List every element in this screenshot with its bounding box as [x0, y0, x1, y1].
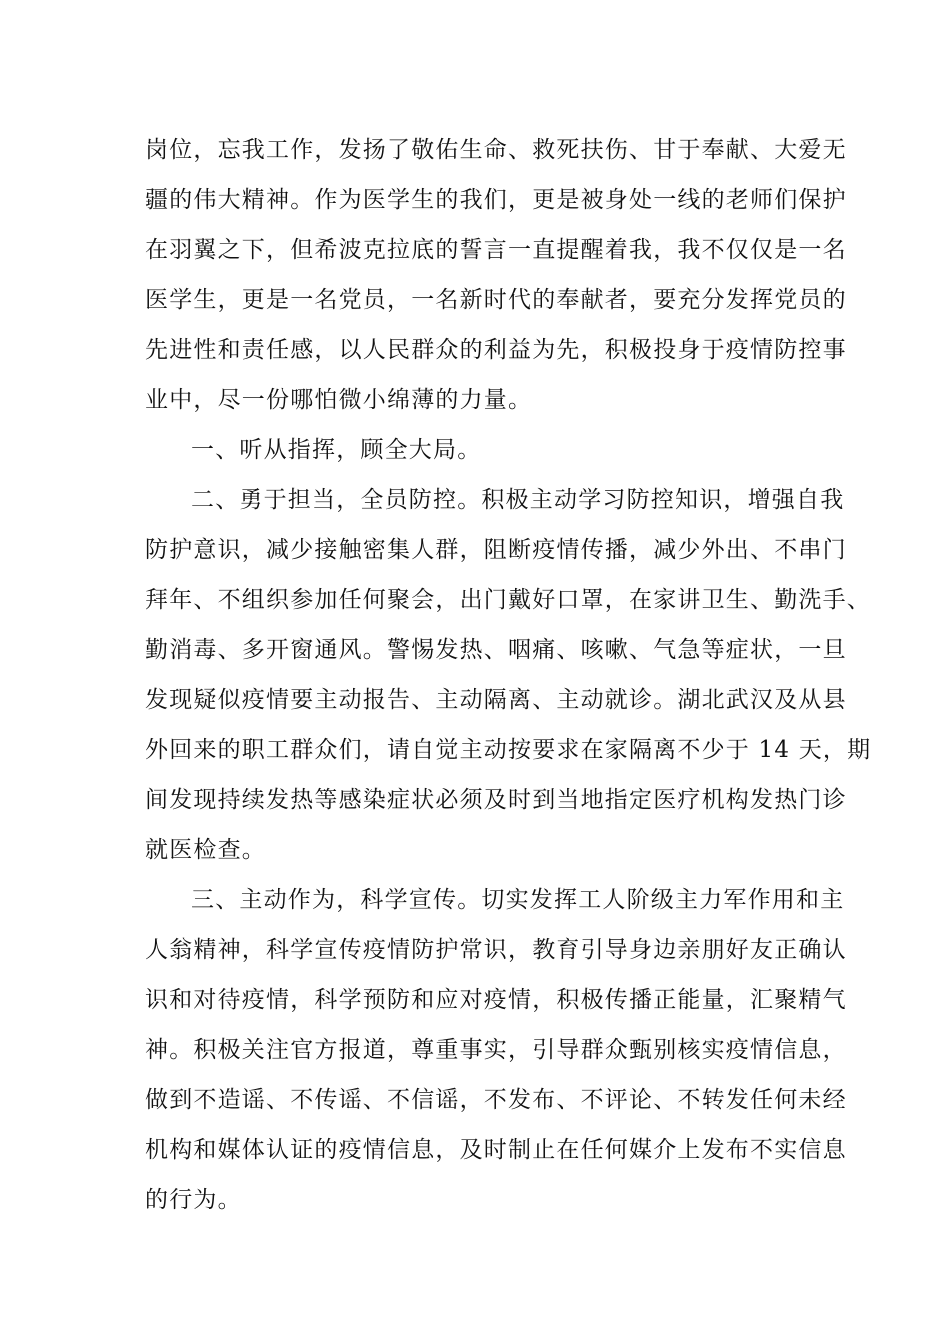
paragraph-line: 神。积极关注官方报道，尊重事实，引导群众甄别核实疫情信息，: [145, 1037, 847, 1063]
paragraph-line: 机构和媒体认证的疫情信息，及时制止在任何媒介上发布不实信息: [145, 1137, 847, 1163]
paragraph-line: 防护意识，减少接触密集人群，阻断疫情传播，减少外出、不串门: [145, 537, 847, 563]
paragraph-line: 识和对待疫情，科学预防和应对疫情，积极传播正能量，汇聚精气: [145, 987, 847, 1013]
paragraph-line: 间发现持续发热等感染症状必须及时到当地指定医疗机构发热门诊: [145, 787, 847, 813]
section-heading-three: 三、主动作为，科学宣传。切实发挥工人阶级主力军作用和主: [191, 887, 845, 913]
paragraph-line: 做到不造谣、不传谣、不信谣，不发布、不评论、不转发任何未经: [145, 1087, 847, 1113]
paragraph-line: 就医检查。: [145, 837, 266, 863]
section-heading-two: 二、勇于担当，全员防控。积极主动学习防控知识，增强自我: [191, 487, 845, 513]
paragraph-line: 发现疑似疫情要主动报告、主动隔离、主动就诊。湖北武汉及从县: [145, 687, 847, 713]
paragraph-line: 人翁精神，科学宣传疫情防护常识，教育引导身边亲朋好友正确认: [145, 937, 847, 963]
paragraph-line: 在羽翼之下，但希波克拉底的誓言一直提醒着我，我不仅仅是一名: [145, 237, 847, 263]
paragraph-line: 勤消毒、多开窗通风。警惕发热、咽痛、咳嗽、气急等症状，一旦: [145, 637, 847, 663]
section-heading-one: 一、听从指挥，顾全大局。: [191, 437, 482, 463]
paragraph-line: 医学生，更是一名党员，一名新时代的奉献者，要充分发挥党员的: [145, 287, 847, 313]
paragraph-line: 拜年、不组织参加任何聚会，出门戴好口罩，在家讲卫生、勤洗手、: [145, 587, 871, 613]
paragraph-line: 的行为。: [145, 1187, 242, 1213]
paragraph-line: 疆的伟大精神。作为医学生的我们，更是被身处一线的老师们保护: [145, 187, 847, 213]
paragraph-line: 业中，尽一份哪怕微小绵薄的力量。: [145, 387, 533, 413]
paragraph-line: 外回来的职工群众们，请自觉主动按要求在家隔离不少于 14 天，期: [145, 737, 872, 763]
paragraph-line: 先进性和责任感，以人民群众的利益为先，积极投身于疫情防控事: [145, 337, 847, 363]
paragraph-line: 岗位，忘我工作，发扬了敬佑生命、救死扶伤、甘于奉献、大爱无: [145, 137, 847, 163]
